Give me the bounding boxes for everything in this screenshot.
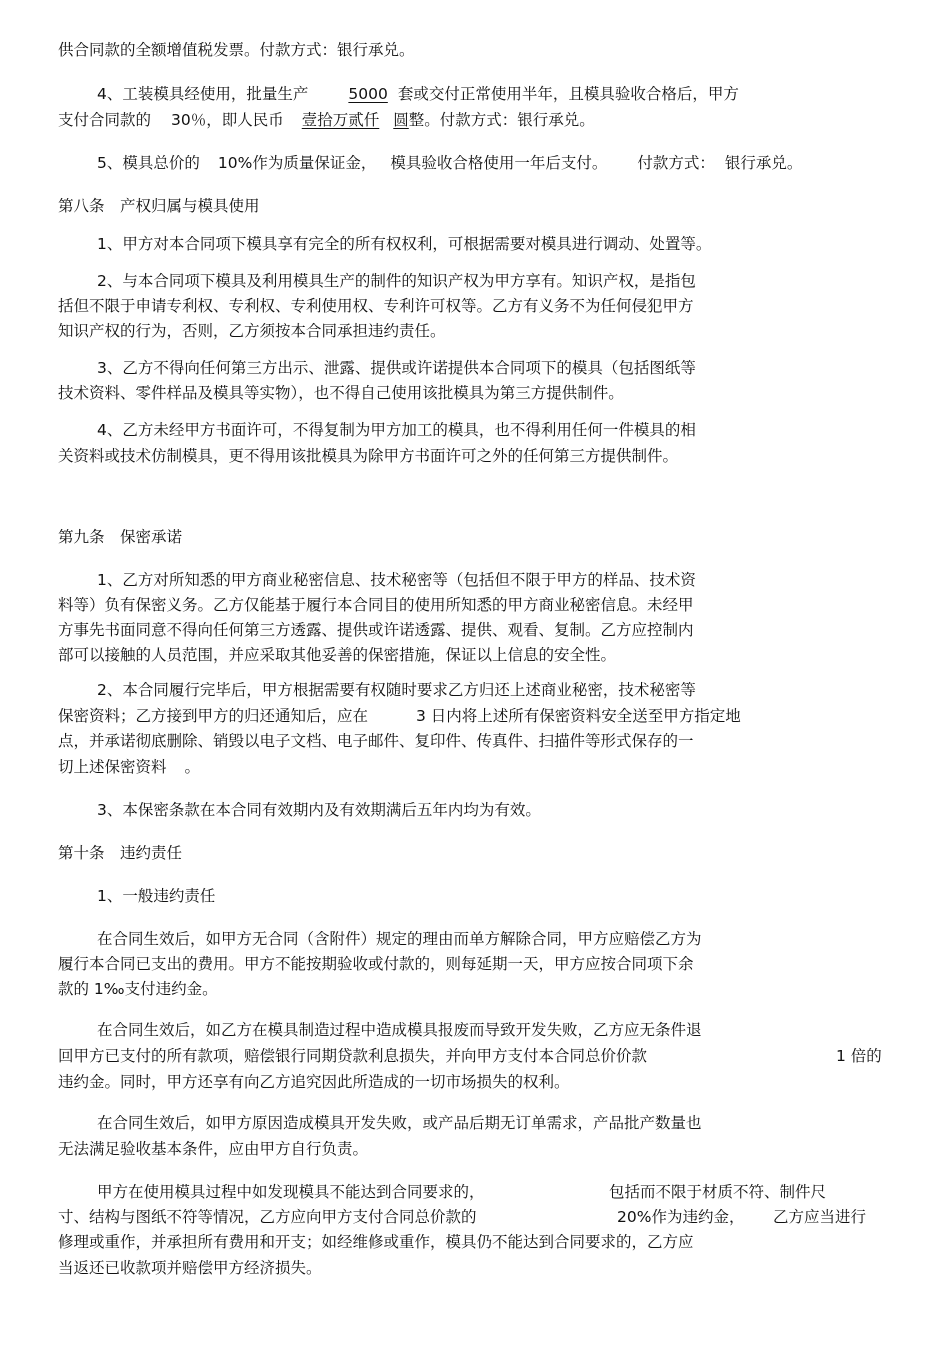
text-line: 在合同生效后，如乙方在模具制造过程中造成模具报废而导致开发失败，乙方应无条件退	[97, 1021, 702, 1039]
text-line: 保密资料；乙方接到甲方的归还通知后，应在 3 日内将上述所有保密资料安全送至甲方指定地	[58, 707, 741, 725]
text-line: 修理或重作，并承担所有费用和开支；如经维修或重作，模具仍不能达到合同要求的，乙方应	[58, 1233, 694, 1251]
text-line: 2、本合同履行完毕后，甲方根据需要有权随时要求乙方归还上述商业秘密，技术秘密等	[97, 681, 696, 699]
text-line: 点，并承诺彻底删除、销毁以电子文档、电子邮件、复印件、传真件、扫描件等形式保存的一	[58, 732, 694, 750]
text-line: 3、乙方不得向任何第三方出示、泄露、提供或许诺提供本合同项下的模具（包括图纸等	[97, 359, 696, 377]
text-line: 1、甲方对本合同项下模具享有完全的所有权权利，可根据需要对模具进行调动、处置等。	[97, 235, 712, 253]
text-line: 当返还已收款项并赔偿甲方经济损失。	[58, 1259, 322, 1277]
text-line: 括但不限于申请专利权、专利权、专利使用权、专利许可权等。乙方有义务不为任何侵犯甲方	[58, 297, 694, 315]
text-line: 供合同款的全额增值税发票。付款方式：银行承兑。	[58, 41, 415, 59]
underlined-quantity: 5000	[348, 85, 388, 103]
text-line: 5、模具总价的 10%作为质量保证金， 模具验收合格使用一年后支付。 付款方式： 银行承兑。	[97, 154, 803, 172]
text-line: 包括而不限于材质不符、制件尺	[609, 1183, 827, 1201]
text-line: 料等）负有保密义务。乙方仅能基于履行本合同目的使用所知悉的甲方商业秘密信息。未经甲	[58, 596, 694, 614]
text-line: 关资料或技术仿制模具，更不得用该批模具为除甲方书面许可之外的任何第三方提供制件。	[58, 447, 679, 465]
text-line: 3、本保密条款在本合同有效期内及有效期满后五年内均为有效。	[97, 801, 541, 819]
text-line: 技术资料、零件样品及模具等实物），也不得自己使用该批模具为第三方提供制件。	[58, 384, 624, 402]
text-line: 知识产权的行为，否则，乙方须按本合同承担违约责任。	[58, 322, 446, 340]
text-line: 方事先书面同意不得向任何第三方透露、提供或许诺透露、提供、观看、复制。乙方应控制内	[58, 621, 694, 639]
underlined-amount: 壹拾万贰仟	[301, 111, 380, 129]
section-heading-8: 第八条 产权归属与模具使用	[58, 197, 260, 215]
text-line: 4、工装模具经使用，批量生产 5000 套或交付正常使用半年，且模具验收合格后，甲方	[97, 85, 739, 103]
section-heading-10: 第十条 违约责任	[58, 844, 183, 862]
text-line: 履行本合同已支出的费用。甲方不能按期验收或付款的，则每延期一天，甲方应按合同项下余	[58, 955, 694, 973]
text-line: 1 倍的	[836, 1047, 882, 1065]
text-line: 切上述保密资料 。	[58, 758, 201, 776]
text-line: 寸、结构与图纸不符等情况，乙方应向甲方支付合同总价款的	[58, 1208, 477, 1226]
text-line: 1、乙方对所知悉的甲方商业秘密信息、技术秘密等（包括但不限于甲方的样品、技术资	[97, 571, 696, 589]
text-line: 2、与本合同项下模具及利用模具生产的制件的知识产权为甲方享有。知识产权，是指包	[97, 272, 696, 290]
text-line: 在合同生效后，如甲方原因造成模具开发失败，或产品后期无订单需求，产品批产数量也	[97, 1114, 702, 1132]
section-heading-9: 第九条 保密承诺	[58, 528, 183, 546]
text-line: 乙方应当进行	[773, 1208, 867, 1226]
text-line: 甲方在使用模具过程中如发现模具不能达到合同要求的，	[97, 1183, 485, 1201]
text-line: 无法满足验收基本条件，应由甲方自行负责。	[58, 1140, 369, 1158]
text-line: 回甲方已支付的所有款项，赔偿银行同期贷款利息损失，并向甲方支付本合同总价价款	[58, 1047, 648, 1065]
text-line: 款的 1‰支付违约金。	[58, 980, 218, 998]
text-line: 20%作为违约金，	[617, 1208, 745, 1226]
text-line: 支付合同款的 30％，即人民币 壹拾万贰仟 圆整。付款方式：银行承兑。	[58, 111, 595, 129]
text-line: 部可以接触的人员范围，并应采取其他妥善的保密措施，保证以上信息的安全性。	[58, 646, 617, 664]
text-line: 违约金。同时，甲方还享有向乙方追究因此所造成的一切市场损失的权利。	[58, 1073, 570, 1091]
text-line: 4、乙方未经甲方书面许可，不得复制为甲方加工的模具，也不得利用任何一件模具的相	[97, 421, 696, 439]
text-line: 在合同生效后，如甲方无合同（含附件）规定的理由而单方解除合同，甲方应赔偿乙方为	[97, 930, 702, 948]
text-line: 1、一般违约责任	[97, 887, 216, 905]
